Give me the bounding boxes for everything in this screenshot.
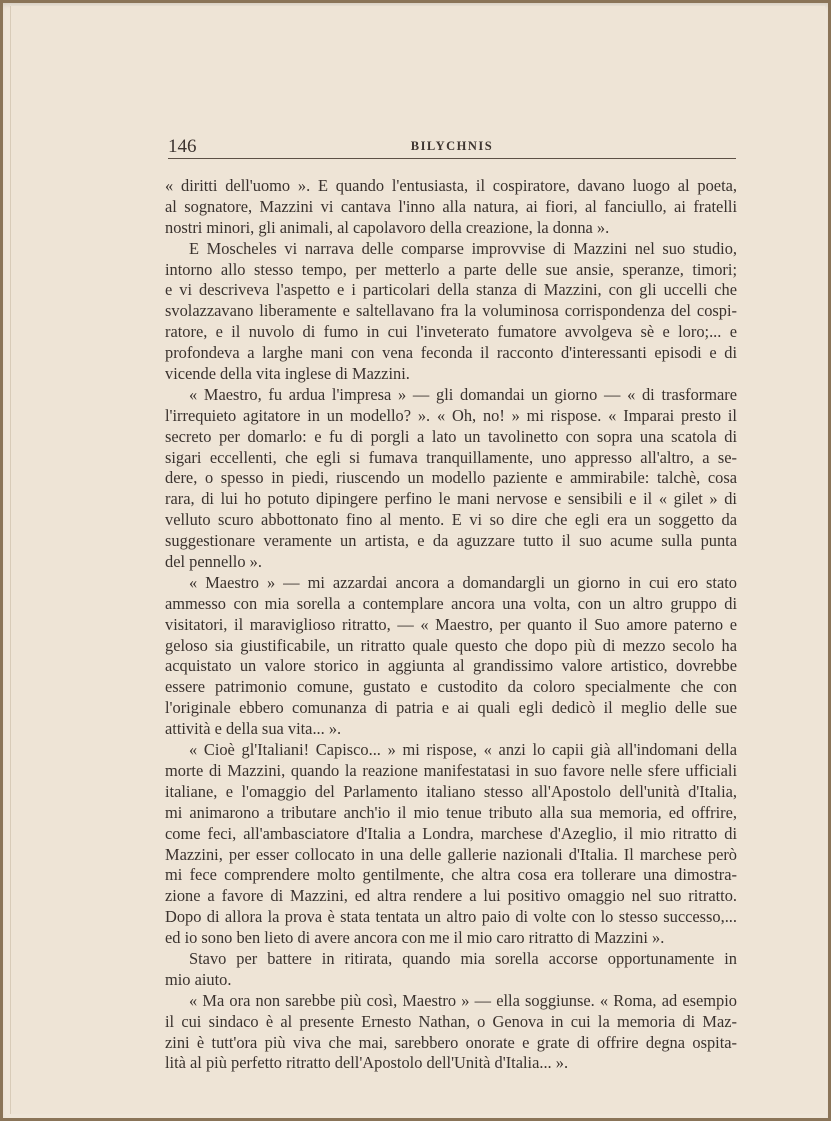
text-line: velluto scuro abbottonato fino al mento. E vi so dire che egli era un soggetto da (165, 510, 737, 530)
text-line: secreto per domarlo: e fu di porgli a lato un tavolinetto con sopra una scatola di (165, 426, 737, 446)
text-line: e vi descriveva l'aspetto e i particolari della stanza di Mazzini, con gli uccelli che (165, 280, 737, 300)
text-line: l'originale ebbero comunanza di patria e ai quali egli dedicò il meglio delle sue (165, 698, 737, 718)
text-line: lità al più perfetto ritratto dell'Apostolo dell'Unità d'Italia... ». (165, 1053, 569, 1073)
text-line: ed io sono ben lieto di avere ancora con me il mio caro ritratto di Mazzini ». (165, 928, 665, 948)
text-line: intorno allo stesso tempo, per metterlo a parte delle sue ansie, speranze, timori; (165, 259, 737, 279)
text-line: acquistato un valore storico in aggiunta al grandissimo valore artistico, dovrebbe (165, 656, 737, 676)
page-header (168, 136, 736, 159)
text-line: Mazzini, per esser collocato in una delle gallerie nazionali d'Italia. Il marchese però (165, 844, 737, 864)
text-line: morte di Mazzini, quando la reazione manifestatasi in suo favore nelle sfere ufficiali (165, 760, 737, 780)
text-line: ratore, e il nuvolo di fumo in cui l'inveterato fumatore avvolgeva sè e loro;... e (165, 322, 737, 342)
text-line: al sognatore, Mazzini vi cantava l'inno alla natura, ai fiori, al fanciullo, ai fratelli (165, 196, 737, 216)
text-line: « diritti dell'uomo ». E quando l'entusiasta, il cospiratore, davano luogo al poeta, (165, 176, 737, 195)
text-line: rara, di lui ho potuto dipingere perfino le mani nervose e sensibili e il « gilet » di (165, 489, 737, 509)
paragraph (165, 949, 737, 991)
paragraph (165, 239, 737, 385)
text-line: mio aiuto. (165, 969, 232, 989)
text-line: svolazzavano liberamente e saltellavano fra la voluminosa corrispondenza del cospi- (165, 301, 737, 321)
page-number: 146 (168, 136, 197, 157)
paragraph (165, 991, 737, 1075)
text-line: l'irrequieto agitatore in un modello? ». « Oh, no! » mi rispose. « Imparai presto il (165, 405, 737, 425)
text-line: attività e della sua vita... ». (165, 719, 342, 739)
text-line: mi fece comprendere molto gentilmente, che altra cosa era tollerare una dimostra- (165, 865, 737, 885)
text-line: zione a favore di Mazzini, ed altra rendere a lui positivo omaggio nel suo ritratto. (165, 886, 737, 906)
text-line: il cui sindaco è al presente Ernesto Nathan, o Genova in cui la memoria di Maz- (165, 1011, 737, 1031)
text-line: dere, o spesso in piedi, riuscendo un modello paziente e ammirabile: talchè, cosa (165, 468, 737, 488)
paragraph (165, 740, 737, 949)
text-line: nostri minori, gli animali, al capolavoro della creazione, la donna ». (165, 217, 610, 237)
text-line: zini è tutt'ora più viva che mai, sarebbero onorate e grate di offrire degna ospita- (165, 1032, 737, 1052)
text-line: Dopo di allora la prova è stata tentata un altro paio di volte con lo stesso successo,... (165, 907, 737, 927)
text-line: sigari eccellenti, che egli si fumava tranquillamente, uno appresso all'altro, a se- (165, 447, 737, 467)
text-line: mi animarono a tributare anch'io il mio tenue tributo alla sua memoria, ed offrire, (165, 802, 737, 822)
paragraph (165, 176, 737, 239)
text-line: « Ma ora non sarebbe più così, Maestro » — ella soggiunse. « Roma, ad esempio (189, 990, 737, 1010)
text-line: italiane, e l'omaggio del Parlamento italiano stesso all'Apostolo dell'unità d'Italia, (165, 781, 737, 801)
running-title: BILYCHNIS (410, 139, 494, 153)
text-line: come feci, all'ambasciatore d'Italia a Londra, marchese d'Azeglio, il mio ritratto di (165, 823, 737, 843)
text-line: visitatori, il maraviglioso ritratto, — « Maestro, per quanto il Suo amore paterno e (165, 614, 737, 634)
paragraph (165, 573, 737, 740)
text-line: ammesso con mia sorella a contemplare ancora una volta, con un altro gruppo di (165, 593, 737, 613)
paragraph (165, 385, 737, 573)
text-line: « Maestro, fu ardua l'impresa » — gli domandai un giorno — « di trasformare (189, 384, 737, 404)
text-line: essere patrimonio comune, gustato e custodito da coloro specialmente che con (165, 677, 737, 697)
text-line: E Moscheles vi narrava delle comparse improvvise di Mazzini nel suo studio, (189, 238, 737, 258)
text-line: suggestionare veramente un artista, e da aguzzare tutto il suo acume sulla punta (165, 531, 737, 551)
text-line: vicende della vita inglese di Mazzini. (165, 364, 410, 384)
text-line: Stavo per battere in ritirata, quando mia sorella accorse opportunamente in (189, 948, 737, 968)
body-text (165, 176, 737, 1074)
text-line: « Maestro » — mi azzardai ancora a domandargli un giorno in cui ero stato (189, 572, 737, 592)
text-line: « Cioè gl'Italiani! Capisco... » mi rispose, « anzi lo capii già all'indomani della (189, 740, 737, 760)
text-line: profondeva a larghe mani con vena feconda il racconto d'interessanti episodi e di (165, 343, 737, 363)
text-line: del pennello ». (165, 552, 262, 572)
text-line: geloso sia giustificabile, un ritratto quale questo che dopo più di mezzo secolo ha (165, 635, 737, 655)
